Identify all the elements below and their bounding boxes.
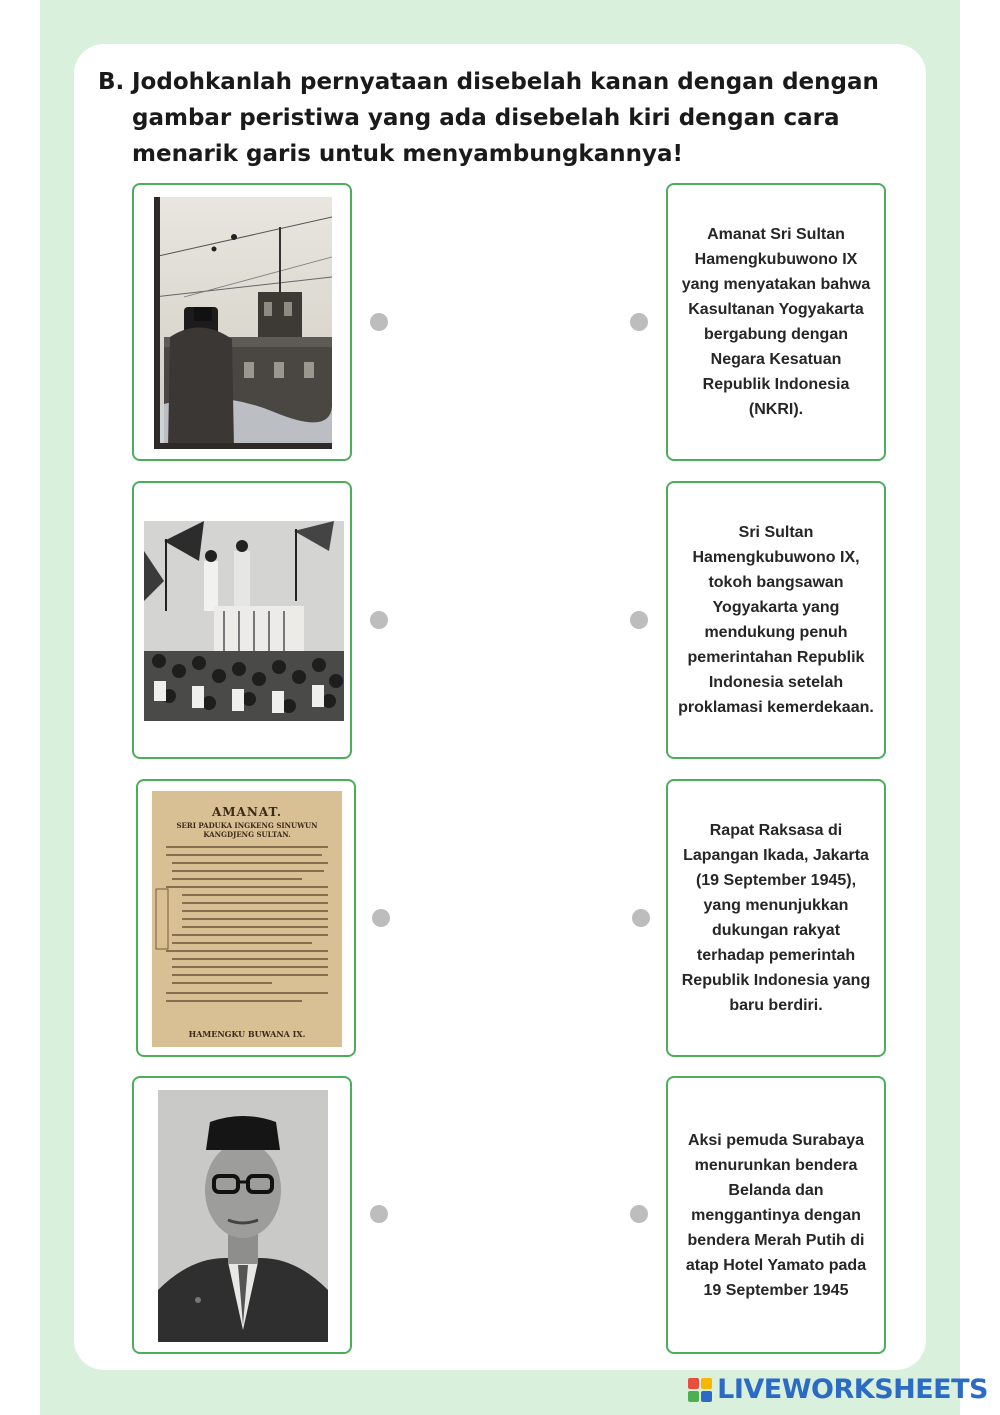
amanat-subheading: SERI PADUKA INGKENG SINUWUN KANGDJENG SULTAN. xyxy=(176,821,318,839)
statement-card-3 xyxy=(666,779,886,1057)
match-dot-right-4[interactable] xyxy=(630,1205,648,1223)
photo-card-rapat-ikada xyxy=(132,481,352,759)
section-label: B. xyxy=(98,69,125,95)
match-dot-left-1[interactable] xyxy=(370,313,388,331)
statement-text-1: Amanat Sri Sultan Hamengkubuwono IX yang menyatakan bahwa Kasultanan Yogyakarta bergabung dengan Negara Kesatuan Republik Indonesia (NKRI). xyxy=(681,226,871,418)
liveworksheets-brand[interactable] xyxy=(687,1374,988,1405)
photo-card-amanat xyxy=(136,779,356,1057)
hotel-yamato-photo xyxy=(154,197,332,449)
match-dot-left-4[interactable] xyxy=(370,1205,388,1223)
statement-text-2: Sri Sultan Hamengkubuwono IX, tokoh bangsawan Yogyakarta yang mendukung penuh pemerintahan Republik Indonesia setelah proklamasi kemerdekaan. xyxy=(678,524,874,716)
statement-card-4 xyxy=(666,1076,886,1354)
photo-card-hotel-yamato xyxy=(132,183,352,461)
sultan-portrait-photo xyxy=(158,1090,328,1342)
statement-card-1 xyxy=(666,183,886,461)
statement-text-3: Rapat Raksasa di Lapangan Ikada, Jakarta (19 September 1945), yang menunjukkan dukungan rakyat terhadap pemerintah Republik Indonesia yang baru berdiri. xyxy=(681,822,871,1014)
statement-card-2 xyxy=(666,481,886,759)
amanat-heading: AMANAT. xyxy=(211,805,283,819)
instruction-title xyxy=(98,64,898,172)
brand-name: LIVEWORKSHEETS xyxy=(717,1374,988,1405)
match-dot-left-3[interactable] xyxy=(372,909,390,927)
amanat-document-photo xyxy=(152,791,342,1047)
match-dot-left-2[interactable] xyxy=(370,611,388,629)
match-dot-right-3[interactable] xyxy=(632,909,650,927)
liveworksheets-logo-icon xyxy=(687,1377,713,1403)
match-dot-right-2[interactable] xyxy=(630,611,648,629)
amanat-signature: HAMENGKU BUWANA IX. xyxy=(188,1029,306,1039)
instruction-text: Jodohkanlah pernyataan disebelah kanan dengan dengan gambar peristiwa yang ada disebelah kiri dengan cara menarik garis untuk menyambungkannya! xyxy=(132,69,879,167)
match-dot-right-1[interactable] xyxy=(630,313,648,331)
statement-text-4: Aksi pemuda Surabaya menurunkan bendera Belanda dan menggantinya dengan bendera Merah Putih di atap Hotel Yamato pada 19 September 1945 xyxy=(685,1131,867,1299)
photo-card-portrait xyxy=(132,1076,352,1354)
rapat-ikada-photo xyxy=(144,521,344,721)
